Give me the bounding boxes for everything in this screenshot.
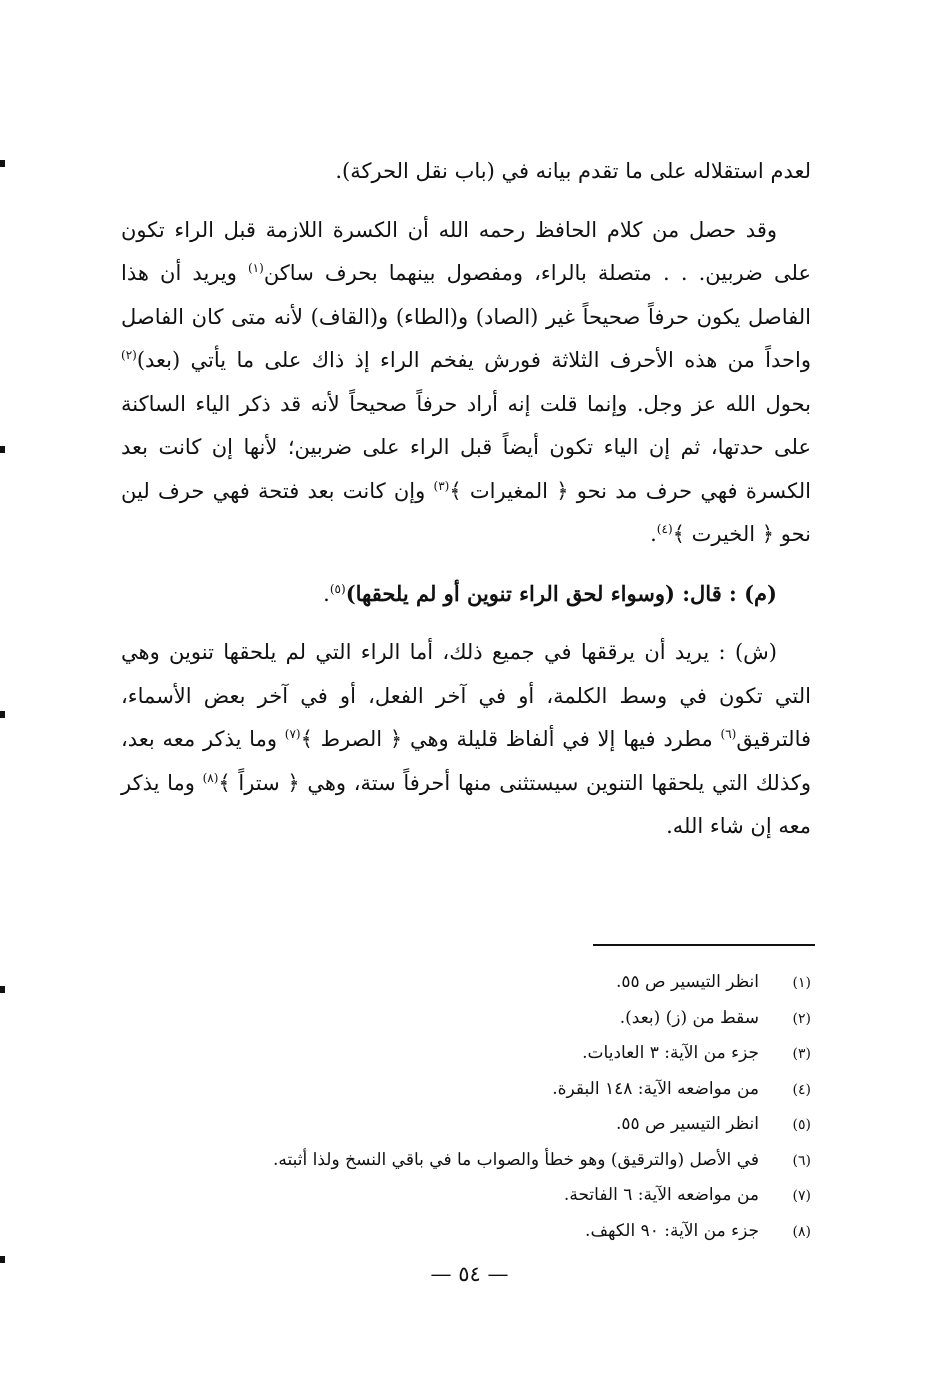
footnote-number: (٢) [792,1010,811,1027]
footnote-text: سقط من (ز) (بعد). [619,1007,759,1028]
footnote-item [111,1150,811,1186]
footnote-ref-8[interactable]: (٨) [202,770,219,785]
paragraph-2 [121,209,811,557]
footnote-number: (٦) [792,1152,811,1169]
scan-speck [0,160,5,167]
footnote-item [111,1185,811,1221]
paragraph-3-text-b: . [323,581,330,606]
paragraph-1-text: لعدم استقلاله على ما تقدم بيانه في (باب نقل الحركة). [335,159,811,183]
footnote-text: انظر التيسير ص ٥٥. [615,972,759,992]
footnote-number: (٤) [792,1081,811,1098]
paragraph-2-text-d: وإن كانت بعد فتحة فهي حرف لين نحو ﴿ الخيرت ﴾ [121,478,811,546]
footnote-text: من مواضعه الآية: ١٤٨ البقرة. [552,1078,759,1099]
paragraph-4-text-a: (ش) : يريد أن يرققها في جميع ذلك، أما الراء التي لم يلحقها تنوين وهي التي تكون في وسط الكلمة، أو في آخر الفعل، أو في آخر بعض الأسماء، فالترقيق [121,640,812,751]
footnote-number: (٨) [792,1223,811,1240]
paragraph-2-text-e: . [650,522,657,546]
footnote-item [111,1114,811,1150]
footnote-text: من مواضعه الآية: ٦ الفاتحة. [563,1185,759,1205]
footnote-ref-3[interactable]: (٣) [433,478,450,493]
paragraph-2-text-b: ويريد أن هذا الفاصل يكون حرفاً صحيحاً غير (الصاد) و(الطاء) و(القاف) لأنه متى كان الفاصل واحداً من هذه الأحرف الثلاثة فورش يفخم الراء إذ ذاك على ما يأتي (بعد) [121,261,811,372]
footnote-number: (٥) [792,1117,811,1133]
paragraph-4 [121,631,811,849]
paragraph-3 [121,572,811,617]
footnote-item [111,1008,811,1044]
footnote-number: (١) [792,975,811,991]
footnote-ref-5[interactable]: (٥) [329,581,346,596]
footnote-ref-7[interactable]: (٧) [284,727,301,741]
footnote-divider [593,944,815,946]
footnote-item [111,1043,811,1079]
footnote-number: (٧) [792,1188,811,1204]
footnote-text: جزء من الآية: ٣ العاديات. [582,1043,759,1063]
footnote-text: في الأصل (والترقيق) وهو خطأ والصواب ما في باقي النسخ ولذا أثبته. [273,1149,759,1170]
scan-speck [0,446,5,453]
scan-speck [0,986,5,993]
page-number: — ٥٤ — [430,1262,509,1286]
footnote-ref-6[interactable]: (٦) [720,727,737,741]
scan-speck [0,711,5,718]
paragraph-2-text-c: بحول الله عز وجل. وإنما قلت إنه أراد حرفاً صحيحاً لأنه قد ذكر الياء الساكنة على حدتها، ثم إن الياء تكون أيضاً قبل الراء على ضربين؛ لأنها إن كانت بعد الكسرة فهي حرف مد نحو ﴿ المغيرات ﴾ [121,391,811,503]
footnote-text: انظر التيسير ص ٥٥. [615,1114,759,1134]
paragraph-3-text-a: (م) : قال: (وسواء لحق الراء تنوين أو لم يلحقها) [345,580,777,606]
paragraph-4-text-c: وما يذكر معه بعد، وكذلك التي يلحقها التنوين سيستثنى منها أحرفاً ستة، وهي ﴿ ستراً ﴾ [121,727,811,795]
footnote-text: جزء من الآية: ٩٠ الكهف. [585,1220,759,1241]
footnote-item [111,1221,811,1257]
paragraph-4-text-b: مطرد فيها إلا في ألفاظ قليلة وهي ﴿ الصرط ﴾ [300,727,721,751]
footnote-item [111,1079,811,1115]
footnote-item [111,972,811,1008]
paragraph-4-text-d: وما يذكر معه إن شاء الله. [121,770,811,838]
footnote-number: (٣) [792,1046,811,1062]
footnotes-list [111,972,811,1256]
scan-speck [0,1256,5,1263]
footnote-ref-1[interactable]: (١) [247,261,264,275]
paragraph-1 [121,150,811,194]
footnote-ref-2[interactable]: (٢) [121,348,137,362]
main-text [121,150,811,849]
footnote-ref-4[interactable]: (٤) [656,522,673,536]
paragraph-2-text-a: وقد حصل من كلام الحافظ رحمه الله أن الكسرة اللازمة قبل الراء تكون على ضربين. . . متصلة بالراء، ومفصول بينهما بحرف ساكن [121,217,811,285]
